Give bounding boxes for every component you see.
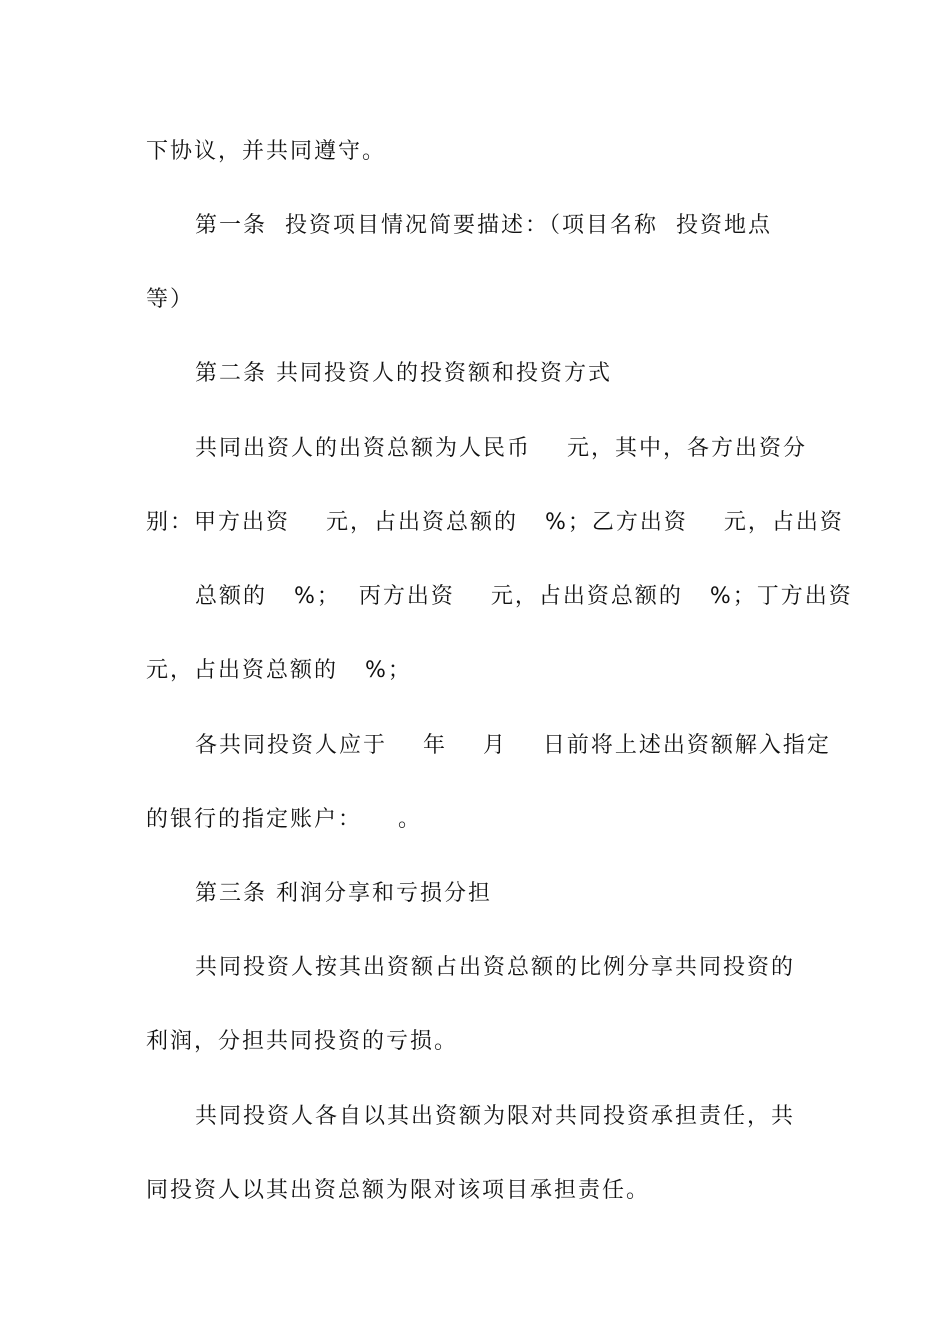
article-3-heading: 第三条 利润分享和亏损分担	[195, 881, 492, 906]
paragraph-line-13: 利润，分担共同投资的亏损。	[146, 1029, 459, 1054]
paragraph-line-10: 的银行的指定账户： 。	[146, 807, 422, 832]
article-1-heading: 第一条 投资项目情况简要描述：（项目名称 投资地点	[195, 213, 772, 238]
article-2-heading: 第二条 共同投资人的投资额和投资方式	[195, 361, 612, 386]
paragraph-line-5: 共同出资人的出资总额为人民币 元，其中，各方出资分	[195, 436, 807, 461]
paragraph-line-1: 下协议，并共同遵守。	[146, 139, 387, 164]
paragraph-line-14: 共同投资人各自以其出资额为限对共同投资承担责任，共	[195, 1104, 796, 1129]
paragraph-line-8: 元，占出资总额的 %；	[146, 658, 412, 683]
paragraph-line-7: 总额的 %； 丙方出资 元，占出资总额的 %；丁方出资	[195, 584, 853, 609]
paragraph-line-3: 等）	[146, 287, 195, 312]
paragraph-line-6: 别：甲方出资 元，占出资总额的 %；乙方出资 元，占出资	[146, 510, 844, 535]
paragraph-line-12: 共同投资人按其出资额占出资总额的比例分享共同投资的	[195, 955, 796, 980]
paragraph-line-9: 各共同投资人应于 年 月 日前将上述出资额解入指定	[195, 733, 831, 758]
paragraph-line-15: 同投资人以其出资总额为限对该项目承担责任。	[146, 1178, 651, 1203]
